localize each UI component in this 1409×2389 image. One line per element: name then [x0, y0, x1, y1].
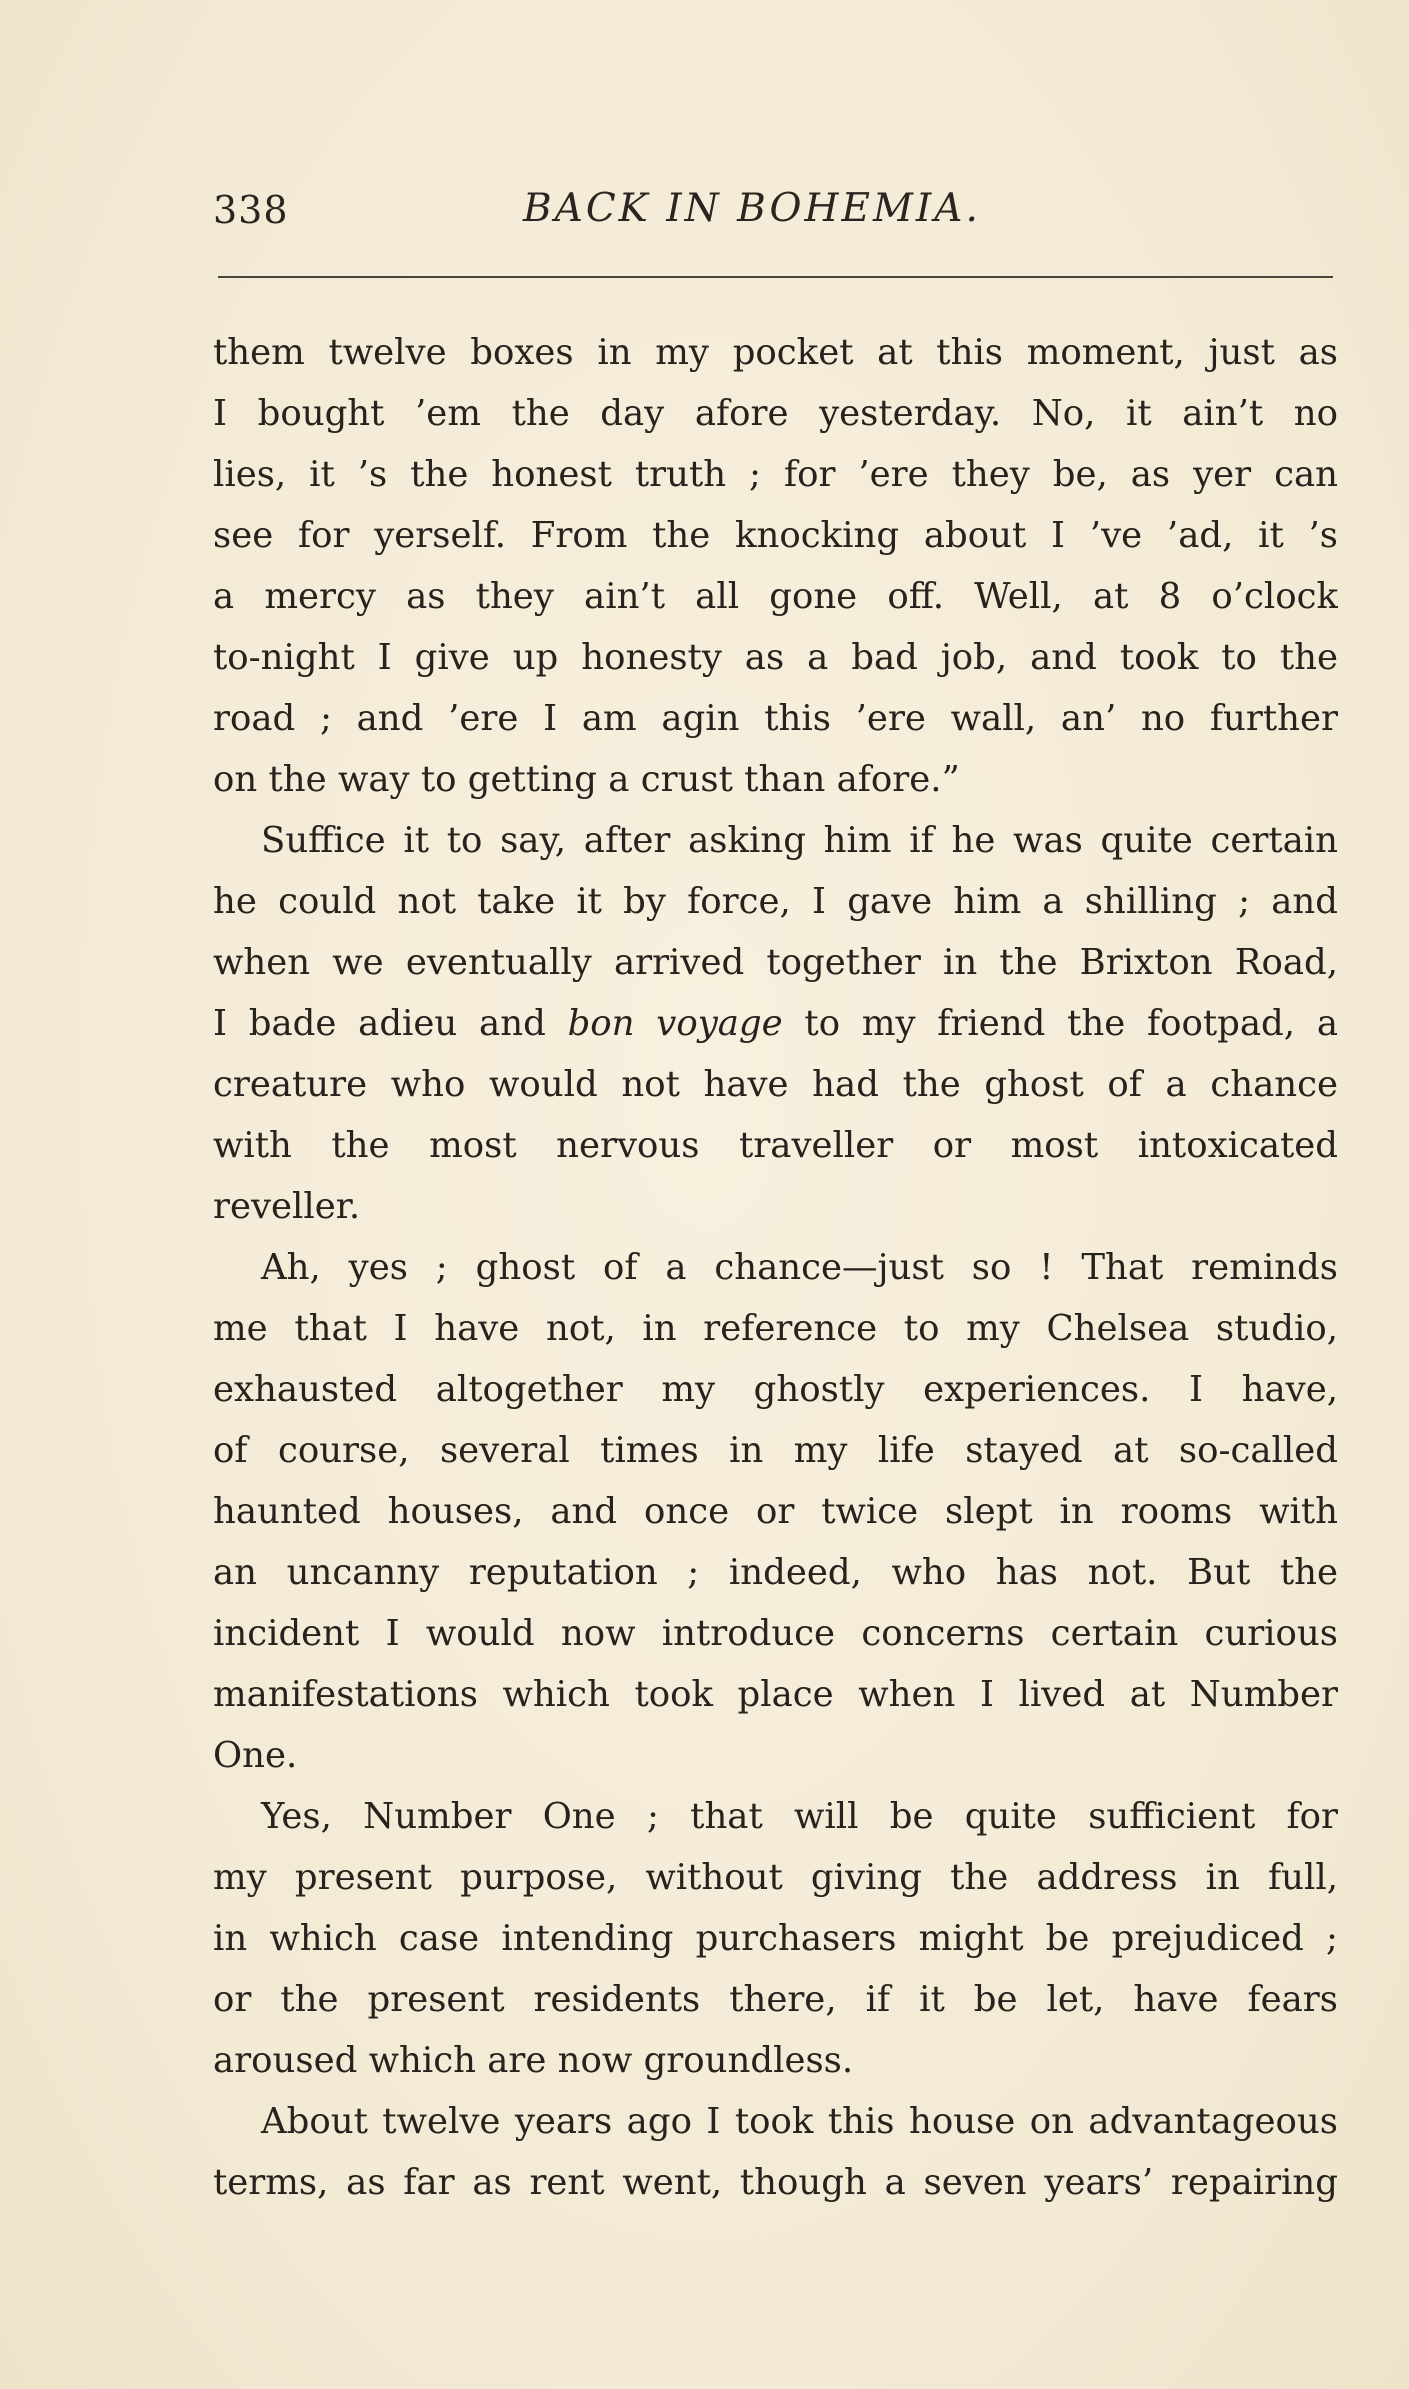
text-line: aroused which are now groundless.	[213, 2040, 854, 2081]
text-line: see for yerself. From the knocking about I ’ve ’ad, it ’s	[213, 515, 1338, 556]
running-title: BACK IN BOHEMIA.	[523, 186, 981, 231]
text-line: lies, it ’s the honest truth ; for ’ere they be, as yer can	[213, 454, 1338, 495]
text-line: Ah, yes ; ghost of a chance—just so ! That reminds	[261, 1247, 1338, 1288]
text-run: I bade adieu and	[213, 1003, 568, 1044]
text-line: exhausted altogether my ghostly experiences. I have,	[213, 1369, 1338, 1410]
text-line: road ; and ’ere I am agin this ’ere wall, an’ no further	[213, 698, 1338, 739]
text-line: haunted houses, and once or twice slept in rooms with	[213, 1491, 1338, 1532]
text-line: he could not take it by force, I gave him a shilling ; and	[213, 881, 1338, 922]
text-line: reveller.	[213, 1186, 361, 1227]
text-line: to-night I give up honesty as a bad job, and took to the	[213, 637, 1338, 678]
text-line: in which case intending purchasers might be prejudiced ;	[213, 1918, 1338, 1959]
running-header	[213, 180, 1338, 240]
text-line: Yes, Number One ; that will be quite sufficient for	[261, 1796, 1338, 1837]
text-line: terms, as far as rent went, though a seven years’ repairing	[213, 2162, 1338, 2203]
body-text	[213, 322, 1338, 2213]
text-line: of course, several times in my life stayed at so-called	[213, 1430, 1338, 1471]
italic-phrase: bon voyage	[567, 1003, 783, 1044]
text-line: my present purpose, without giving the address in full,	[213, 1857, 1338, 1898]
text-line: me that I have not, in reference to my Chelsea studio,	[213, 1308, 1338, 1349]
text-line: Suffice it to say, after asking him if he was quite certain	[261, 820, 1338, 861]
text-line: About twelve years ago I took this house on advantageous	[261, 2101, 1338, 2142]
text-line: or the present residents there, if it be let, have fears	[213, 1979, 1338, 2020]
text-line: an uncanny reputation ; indeed, who has not. But the	[213, 1552, 1338, 1593]
text-line: on the way to getting a crust than afore.”	[213, 759, 960, 800]
text-line: One.	[213, 1735, 298, 1776]
text-line: them twelve boxes in my pocket at this moment, just as	[213, 332, 1338, 373]
text-line: manifestations which took place when I lived at Number	[213, 1674, 1338, 1715]
text-line: creature who would not have had the ghost of a chance	[213, 1064, 1338, 1105]
text-line	[213, 993, 1338, 1054]
text-line: I bought ’em the day afore yesterday. No, it ain’t no	[213, 393, 1338, 434]
text-line: incident I would now introduce concerns certain curious	[213, 1613, 1338, 1654]
text-line: with the most nervous traveller or most intoxicated	[213, 1125, 1338, 1166]
text-run: to my friend the footpad, a	[782, 1003, 1338, 1044]
header-rule	[218, 276, 1333, 278]
text-line: a mercy as they ain’t all gone off. Well, at 8 o’clock	[213, 576, 1338, 617]
text-line: when we eventually arrived together in the Brixton Road,	[213, 942, 1338, 983]
page-number: 338	[213, 188, 289, 232]
